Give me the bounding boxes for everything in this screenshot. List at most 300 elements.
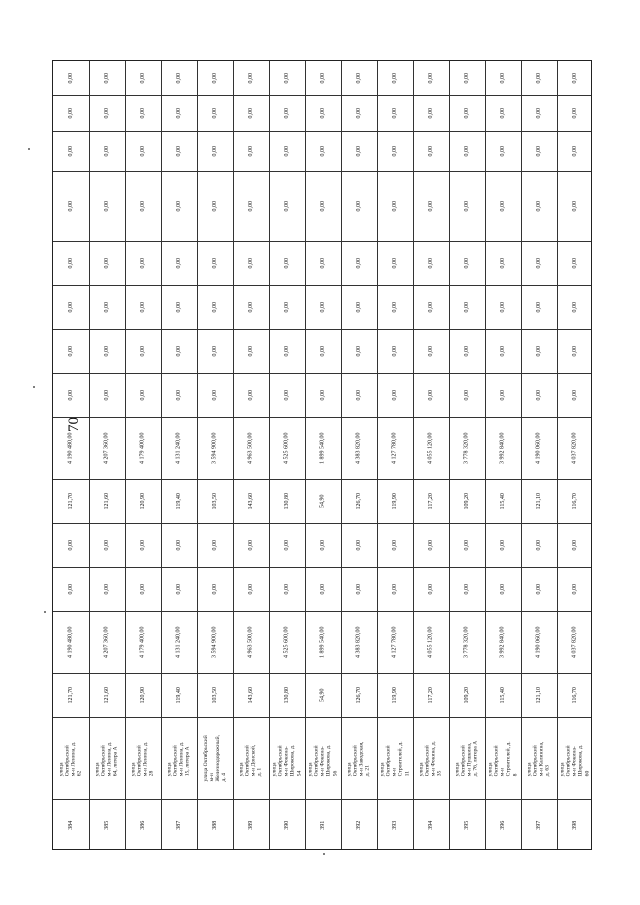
cell-text: 0,00	[319, 107, 326, 119]
cell-text: 4 055 120,00	[427, 626, 434, 658]
cell-text: 0,00	[139, 539, 146, 551]
cell-f8	[485, 61, 521, 95]
cell-address	[53, 717, 89, 799]
cell-text: 0,00	[319, 72, 326, 84]
cell-text: 4 037 820,00	[571, 432, 578, 464]
cell-f3	[161, 285, 197, 329]
cell-text: 0,00	[391, 72, 398, 84]
cell-f8	[557, 61, 593, 95]
cell-text: улица Октябрьский м-н Ленина, д. 15, литера А	[166, 741, 192, 776]
cell-text: 394	[427, 820, 434, 830]
cell-f4	[557, 241, 593, 285]
cell-f4	[521, 241, 557, 285]
cell-text: 115,40	[499, 686, 506, 704]
cell-area	[521, 673, 557, 717]
cell-text: 0,00	[535, 301, 542, 313]
cell-text: 0,00	[571, 389, 578, 401]
cell-text: 389	[247, 820, 254, 830]
cell-text: улица Октябрьский м-н Строителей, д. 8	[487, 740, 519, 776]
cell-text: 0,00	[283, 257, 290, 269]
cell-f6	[197, 131, 233, 171]
cell-text: 0,00	[463, 200, 470, 212]
cell-text: улица Октябрьский м-н Донской, д. 1	[238, 744, 264, 776]
cell-value-a	[233, 611, 269, 673]
cell-address	[449, 717, 485, 799]
cell-text: 0,00	[463, 389, 470, 401]
cell-text: 3 594 900,00	[211, 626, 218, 658]
cell-text: 121,60	[103, 686, 110, 704]
cell-text: 388	[211, 820, 218, 830]
cell-text: 0,00	[175, 200, 182, 212]
cell-text: 0,00	[103, 72, 110, 84]
cell-text: 0,00	[499, 257, 506, 269]
cell-value-a	[413, 611, 449, 673]
cell-text: 143,60	[247, 492, 254, 510]
cell-text: 0,00	[283, 539, 290, 551]
cell-f7	[305, 95, 341, 131]
cell-f8	[89, 61, 125, 95]
cell-f3	[341, 285, 377, 329]
cell-z1	[413, 567, 449, 611]
cell-value-b	[377, 417, 413, 479]
cell-f3	[521, 285, 557, 329]
cell-text: 0,00	[535, 345, 542, 357]
cell-f5	[161, 171, 197, 241]
cell-f3	[125, 285, 161, 329]
cell-text: 0,00	[211, 583, 218, 595]
cell-text: 0,00	[139, 389, 146, 401]
cell-text: 0,00	[211, 107, 218, 119]
cell-text: 119,90	[391, 686, 398, 704]
cell-text: 0,00	[103, 145, 110, 157]
cell-id	[485, 799, 521, 851]
cell-text: 0,00	[427, 583, 434, 595]
cell-text: 4 963 500,00	[247, 432, 254, 464]
cell-text: 103,50	[211, 686, 218, 704]
cell-text: 0,00	[355, 257, 362, 269]
cell-text: 0,00	[67, 257, 74, 269]
cell-f4	[125, 241, 161, 285]
cell-z1	[269, 567, 305, 611]
cell-text: 390	[283, 820, 290, 830]
cell-f2	[449, 329, 485, 373]
cell-text: 387	[175, 820, 182, 830]
cell-address	[197, 717, 233, 799]
cell-f5	[197, 171, 233, 241]
cell-area-b	[89, 479, 125, 523]
cell-text: 0,00	[355, 301, 362, 313]
cell-text: 0,00	[103, 257, 110, 269]
cell-text: 54,90	[319, 688, 326, 702]
cell-area	[53, 673, 89, 717]
cell-text: 0,00	[355, 145, 362, 157]
cell-text: 126,70	[355, 686, 362, 704]
cell-id	[413, 799, 449, 851]
cell-text: 0,00	[283, 345, 290, 357]
cell-text: 391	[319, 820, 326, 830]
cell-text: 0,00	[427, 301, 434, 313]
cell-text: 0,00	[499, 145, 506, 157]
cell-f6	[269, 131, 305, 171]
cell-f8	[305, 61, 341, 95]
cell-f3	[485, 285, 521, 329]
cell-text: 0,00	[139, 200, 146, 212]
cell-z1	[377, 567, 413, 611]
cell-text: 0,00	[247, 257, 254, 269]
cell-text: 0,00	[535, 257, 542, 269]
cell-id	[521, 799, 557, 851]
cell-text: 0,00	[427, 107, 434, 119]
cell-text: 0,00	[391, 389, 398, 401]
cell-f7	[197, 95, 233, 131]
cell-text: 4 131 240,00	[175, 432, 182, 464]
cell-text: 0,00	[103, 301, 110, 313]
cell-text: 0,00	[139, 583, 146, 595]
cell-area	[449, 673, 485, 717]
cell-area	[305, 673, 341, 717]
cell-text: 3 594 900,00	[211, 432, 218, 464]
cell-f7	[485, 95, 521, 131]
cell-f5	[269, 171, 305, 241]
cell-area	[341, 673, 377, 717]
cell-text: 0,00	[247, 539, 254, 551]
cell-text: 0,00	[499, 200, 506, 212]
cell-z2	[521, 523, 557, 567]
cell-text: 4 055 120,00	[427, 432, 434, 464]
cell-text: 0,00	[355, 72, 362, 84]
cell-f4	[449, 241, 485, 285]
cell-value-b	[269, 417, 305, 479]
cell-f5	[125, 171, 161, 241]
cell-text: 0,00	[67, 72, 74, 84]
cell-f5	[341, 171, 377, 241]
cell-id	[449, 799, 485, 851]
cell-text: улица Октябрьский м-н Фокина-Широкова, д. 60	[559, 744, 591, 776]
cell-text: 4 190 060,00	[535, 626, 542, 658]
cell-value-b	[161, 417, 197, 479]
cell-text: улица Октябрьский м-н Фокина-Широкова, д. 54	[271, 744, 303, 776]
cell-value-a	[89, 611, 125, 673]
cell-f2	[305, 329, 341, 373]
cell-text: 0,00	[283, 389, 290, 401]
cell-f7	[557, 95, 593, 131]
cell-address	[161, 717, 197, 799]
cell-f8	[341, 61, 377, 95]
cell-text: 386	[139, 820, 146, 830]
cell-f2	[377, 329, 413, 373]
cell-text: 0,00	[319, 257, 326, 269]
cell-text: 4 131 240,00	[175, 626, 182, 658]
cell-f1	[557, 373, 593, 417]
cell-text: 4 179 400,00	[139, 626, 146, 658]
cell-text: 0,00	[319, 345, 326, 357]
cell-value-b	[485, 417, 521, 479]
cell-value-a	[305, 611, 341, 673]
cell-area-b	[233, 479, 269, 523]
cell-text: 396	[499, 820, 506, 830]
cell-f5	[233, 171, 269, 241]
cell-text: 0,00	[319, 583, 326, 595]
cell-text: 0,00	[319, 301, 326, 313]
cell-f6	[305, 131, 341, 171]
cell-text: 0,00	[103, 583, 110, 595]
cell-z2	[269, 523, 305, 567]
cell-id	[125, 799, 161, 851]
cell-text: 0,00	[427, 72, 434, 84]
cell-id	[53, 799, 89, 851]
cell-text: 119,40	[175, 686, 182, 704]
cell-f8	[233, 61, 269, 95]
cell-text: 0,00	[67, 539, 74, 551]
cell-text: 0,00	[571, 145, 578, 157]
cell-value-b	[557, 417, 593, 479]
cell-f5	[53, 171, 89, 241]
cell-text: 0,00	[139, 345, 146, 357]
cell-f1	[485, 373, 521, 417]
cell-area-b	[125, 479, 161, 523]
cell-value-b	[125, 417, 161, 479]
cell-text: 0,00	[391, 200, 398, 212]
cell-f2	[485, 329, 521, 373]
cell-f6	[341, 131, 377, 171]
cell-text: 0,00	[535, 107, 542, 119]
scan-speck	[33, 386, 35, 388]
cell-text: 0,00	[391, 539, 398, 551]
cell-text: 0,00	[67, 389, 74, 401]
cell-area-b	[557, 479, 593, 523]
cell-address	[233, 717, 269, 799]
cell-text: 0,00	[247, 107, 254, 119]
cell-f2	[233, 329, 269, 373]
cell-z1	[197, 567, 233, 611]
cell-text: 0,00	[247, 345, 254, 357]
cell-text: 4 525 600,00	[283, 626, 290, 658]
cell-f8	[521, 61, 557, 95]
cell-f1	[413, 373, 449, 417]
cell-text: 0,00	[283, 583, 290, 595]
cell-f4	[413, 241, 449, 285]
cell-z1	[89, 567, 125, 611]
cell-area	[197, 673, 233, 717]
cell-area	[269, 673, 305, 717]
cell-text: 0,00	[103, 107, 110, 119]
cell-text: 0,00	[175, 257, 182, 269]
cell-f8	[125, 61, 161, 95]
cell-value-b	[305, 417, 341, 479]
cell-text: 0,00	[391, 257, 398, 269]
cell-text: 3 778 320,00	[463, 432, 470, 464]
scan-speck	[44, 611, 46, 613]
cell-text: улица Октябрьский м-н Заводская, д. 21	[346, 741, 372, 776]
cell-text: 109,20	[463, 492, 470, 510]
cell-text: 120,90	[139, 686, 146, 704]
cell-text: 0,00	[571, 583, 578, 595]
cell-text: 0,00	[463, 107, 470, 119]
cell-text: 0,00	[463, 539, 470, 551]
cell-value-a	[269, 611, 305, 673]
cell-text: 393	[391, 820, 398, 830]
cell-text: 116,70	[571, 686, 578, 704]
cell-z1	[557, 567, 593, 611]
cell-text: 0,00	[319, 389, 326, 401]
cell-text: 392	[355, 820, 362, 830]
cell-text: 0,00	[247, 301, 254, 313]
cell-text: улица Октябрьский м-н Строителей, д. 11	[379, 740, 411, 776]
cell-text: 4 037 820,00	[571, 626, 578, 658]
cell-text: 0,00	[391, 301, 398, 313]
cell-text: 0,00	[247, 583, 254, 595]
cell-text: 0,00	[175, 145, 182, 157]
cell-value-b	[413, 417, 449, 479]
cell-address	[521, 717, 557, 799]
cell-f4	[197, 241, 233, 285]
cell-area-b	[377, 479, 413, 523]
cell-address	[269, 717, 305, 799]
cell-area-b	[521, 479, 557, 523]
cell-area	[557, 673, 593, 717]
cell-f5	[89, 171, 125, 241]
cell-id	[269, 799, 305, 851]
cell-z2	[89, 523, 125, 567]
cell-area	[125, 673, 161, 717]
cell-text: 0,00	[427, 145, 434, 157]
cell-text: 0,00	[463, 345, 470, 357]
cell-text: 4 525 600,00	[283, 432, 290, 464]
cell-address	[125, 717, 161, 799]
cell-text: 0,00	[391, 345, 398, 357]
cell-value-a	[521, 611, 557, 673]
cell-text: 4 127 780,00	[391, 626, 398, 658]
cell-text: 0,00	[499, 539, 506, 551]
cell-text: 119,90	[391, 492, 398, 510]
cell-z2	[305, 523, 341, 567]
cell-f1	[305, 373, 341, 417]
cell-text: 4 190 480,00	[67, 432, 74, 464]
cell-text: 0,00	[103, 539, 110, 551]
cell-area	[161, 673, 197, 717]
cell-text: 0,00	[211, 301, 218, 313]
cell-f6	[53, 131, 89, 171]
cell-text: 0,00	[499, 107, 506, 119]
cell-value-a	[377, 611, 413, 673]
cell-f3	[449, 285, 485, 329]
cell-text: 0,00	[103, 345, 110, 357]
cell-text: 126,70	[355, 492, 362, 510]
cell-value-a	[341, 611, 377, 673]
cell-text: 120,90	[139, 492, 146, 510]
cell-text: 0,00	[427, 389, 434, 401]
cell-f3	[53, 285, 89, 329]
cell-id	[233, 799, 269, 851]
cell-f2	[557, 329, 593, 373]
cell-f8	[449, 61, 485, 95]
cell-text: 117,20	[427, 686, 434, 704]
cell-text: 4 190 480,00	[67, 626, 74, 658]
cell-z1	[521, 567, 557, 611]
cell-text: 0,00	[283, 72, 290, 84]
cell-f1	[449, 373, 485, 417]
cell-text: 0,00	[319, 200, 326, 212]
cell-f7	[125, 95, 161, 131]
cell-f6	[557, 131, 593, 171]
cell-f4	[89, 241, 125, 285]
cell-text: 0,00	[535, 539, 542, 551]
cell-text: 0,00	[175, 389, 182, 401]
cell-text: 4 963 500,00	[247, 626, 254, 658]
cell-text: 0,00	[211, 389, 218, 401]
cell-id	[89, 799, 125, 851]
cell-text: 0,00	[67, 583, 74, 595]
cell-f3	[233, 285, 269, 329]
cell-z2	[233, 523, 269, 567]
cell-z2	[161, 523, 197, 567]
cell-z2	[53, 523, 89, 567]
cell-text: 0,00	[499, 389, 506, 401]
cell-text: 0,00	[355, 200, 362, 212]
cell-text: 0,00	[67, 200, 74, 212]
cell-f6	[89, 131, 125, 171]
cell-f8	[161, 61, 197, 95]
cell-f6	[521, 131, 557, 171]
cell-id	[341, 799, 377, 851]
cell-area	[89, 673, 125, 717]
cell-text: 0,00	[175, 107, 182, 119]
cell-text: 3 778 320,00	[463, 626, 470, 658]
cell-text: 0,00	[355, 583, 362, 595]
cell-text: 0,00	[247, 145, 254, 157]
cell-text: 117,20	[427, 492, 434, 510]
cell-address	[89, 717, 125, 799]
cell-f8	[269, 61, 305, 95]
cell-address	[305, 717, 341, 799]
cell-text: улица Октябрьский м-н Фокина, д. 35	[418, 740, 444, 776]
cell-text: 0,00	[247, 72, 254, 84]
cell-text: 0,00	[571, 539, 578, 551]
cell-text: 0,00	[283, 107, 290, 119]
cell-f1	[341, 373, 377, 417]
cell-value-a	[197, 611, 233, 673]
cell-f4	[233, 241, 269, 285]
cell-f4	[269, 241, 305, 285]
cell-z2	[449, 523, 485, 567]
cell-id	[557, 799, 593, 851]
cell-text: 0,00	[283, 200, 290, 212]
cell-z2	[377, 523, 413, 567]
cell-value-a	[161, 611, 197, 673]
cell-area	[233, 673, 269, 717]
cell-f4	[485, 241, 521, 285]
cell-text: 0,00	[391, 107, 398, 119]
cell-text: 0,00	[103, 389, 110, 401]
cell-f3	[377, 285, 413, 329]
cell-text: 0,00	[427, 345, 434, 357]
cell-id	[377, 799, 413, 851]
cell-text: 1 899 540,00	[319, 626, 326, 658]
cell-f5	[377, 171, 413, 241]
cell-area	[413, 673, 449, 717]
cell-text: 121,10	[535, 492, 542, 510]
cell-f2	[341, 329, 377, 373]
cell-text: 3 992 840,00	[499, 626, 506, 658]
cell-text: 0,00	[175, 345, 182, 357]
cell-text: 0,00	[463, 583, 470, 595]
cell-f4	[341, 241, 377, 285]
cell-text: 0,00	[67, 107, 74, 119]
cell-z1	[449, 567, 485, 611]
cell-value-a	[449, 611, 485, 673]
cell-f8	[413, 61, 449, 95]
cell-f7	[377, 95, 413, 131]
